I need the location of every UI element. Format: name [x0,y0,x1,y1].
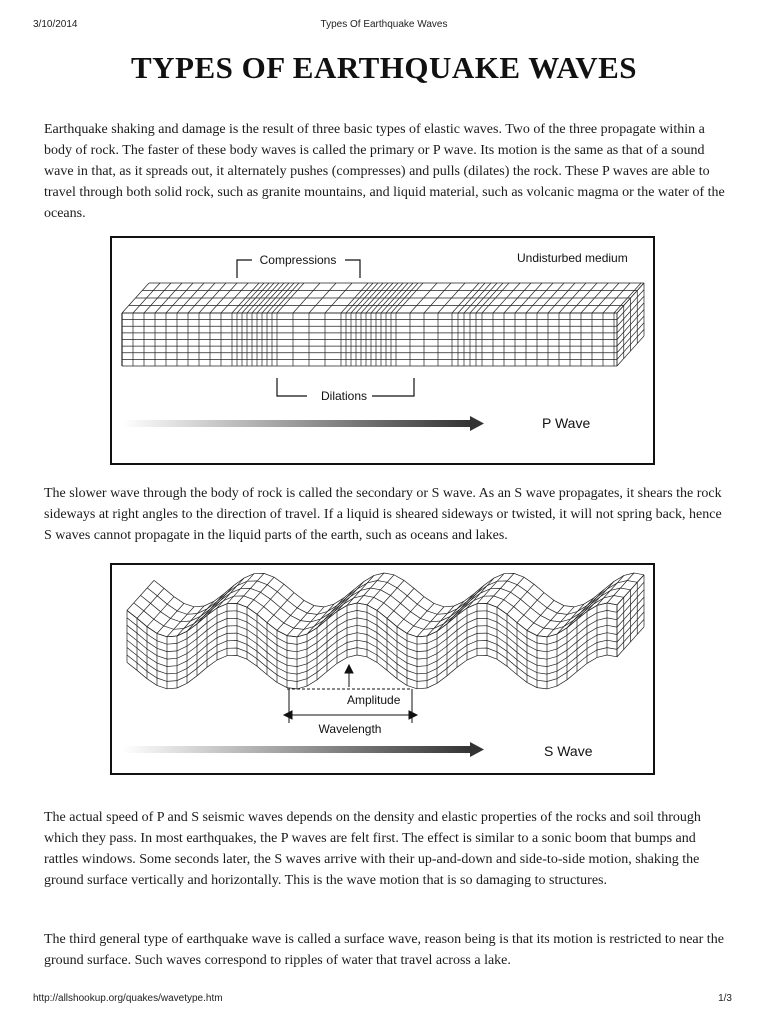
paragraph-intro: Earthquake shaking and damage is the result of three basic types of elastic waves. Two of the three propagate within a body of rock. The faster of these body waves is called the primary or P wave. Its motion is the same as that of a sound wave in that, as it spreads out, it alternately pushes (compresses) and pulls (dilates) the rock. These P waves are able to travel through both solid rock, such as granite mountains, and liquid material, such as volcanic magma or the water of the oceans. [44,122,725,221]
s-wave-rock-block [127,573,644,689]
s-wave-label: S Wave [544,743,593,759]
s-wave-arrow [122,742,484,757]
paragraph-s-wave: The slower wave through the body of rock is called the secondary or S wave. As an S wave propagates, it shears the rock sideways at right angles to the direction of travel. If a liquid is sheared sideways or twisted, it will not spring back, hence S waves cannot propagate in the liquid parts of the earth, such as oceans and lakes. [44,486,722,543]
amplitude-label: Amplitude [347,693,401,707]
s-wave-diagram [112,565,653,773]
undisturbed-label: Undisturbed medium [517,251,628,265]
p-wave-figure [110,236,655,465]
print-header-title: Types Of Earthquake Waves [320,19,448,30]
compressions-label: Compressions [259,253,337,267]
page-number: 1/3 [718,993,732,1004]
s-wave-figure [110,563,655,775]
wavelength-label: Wavelength [318,722,382,736]
p-wave-arrow [122,416,484,431]
footer-url: http://allshookup.org/quakes/wavetype.htm [33,993,223,1004]
paragraph-surface-wave: The third general type of earthquake wave is called a surface wave, reason being is that its motion is restricted to near the ground surface. Such waves correspond to ripples of water that travel across a lake. [44,932,724,968]
print-date: 3/10/2014 [33,19,78,30]
p-wave-label: P Wave [542,415,591,431]
page-title: TYPES OF EARTHQUAKE WAVES [130,50,638,85]
dilations-label: Dilations [320,389,368,403]
paragraph-speed: The actual speed of P and S seismic waves depends on the density and elastic properties of the rocks and soil through which they pass. In most earthquakes, the P waves are felt first. The effect is similar to a sonic boom that bumps and rattles windows. Some seconds later, the S waves arrive with their up-and-down and side-to-side motion, shaking the ground surface vertically and horizontally. This is the wave motion that is so damaging to structures. [44,810,701,888]
p-wave-rock-block [122,283,644,366]
p-wave-diagram [112,238,653,463]
